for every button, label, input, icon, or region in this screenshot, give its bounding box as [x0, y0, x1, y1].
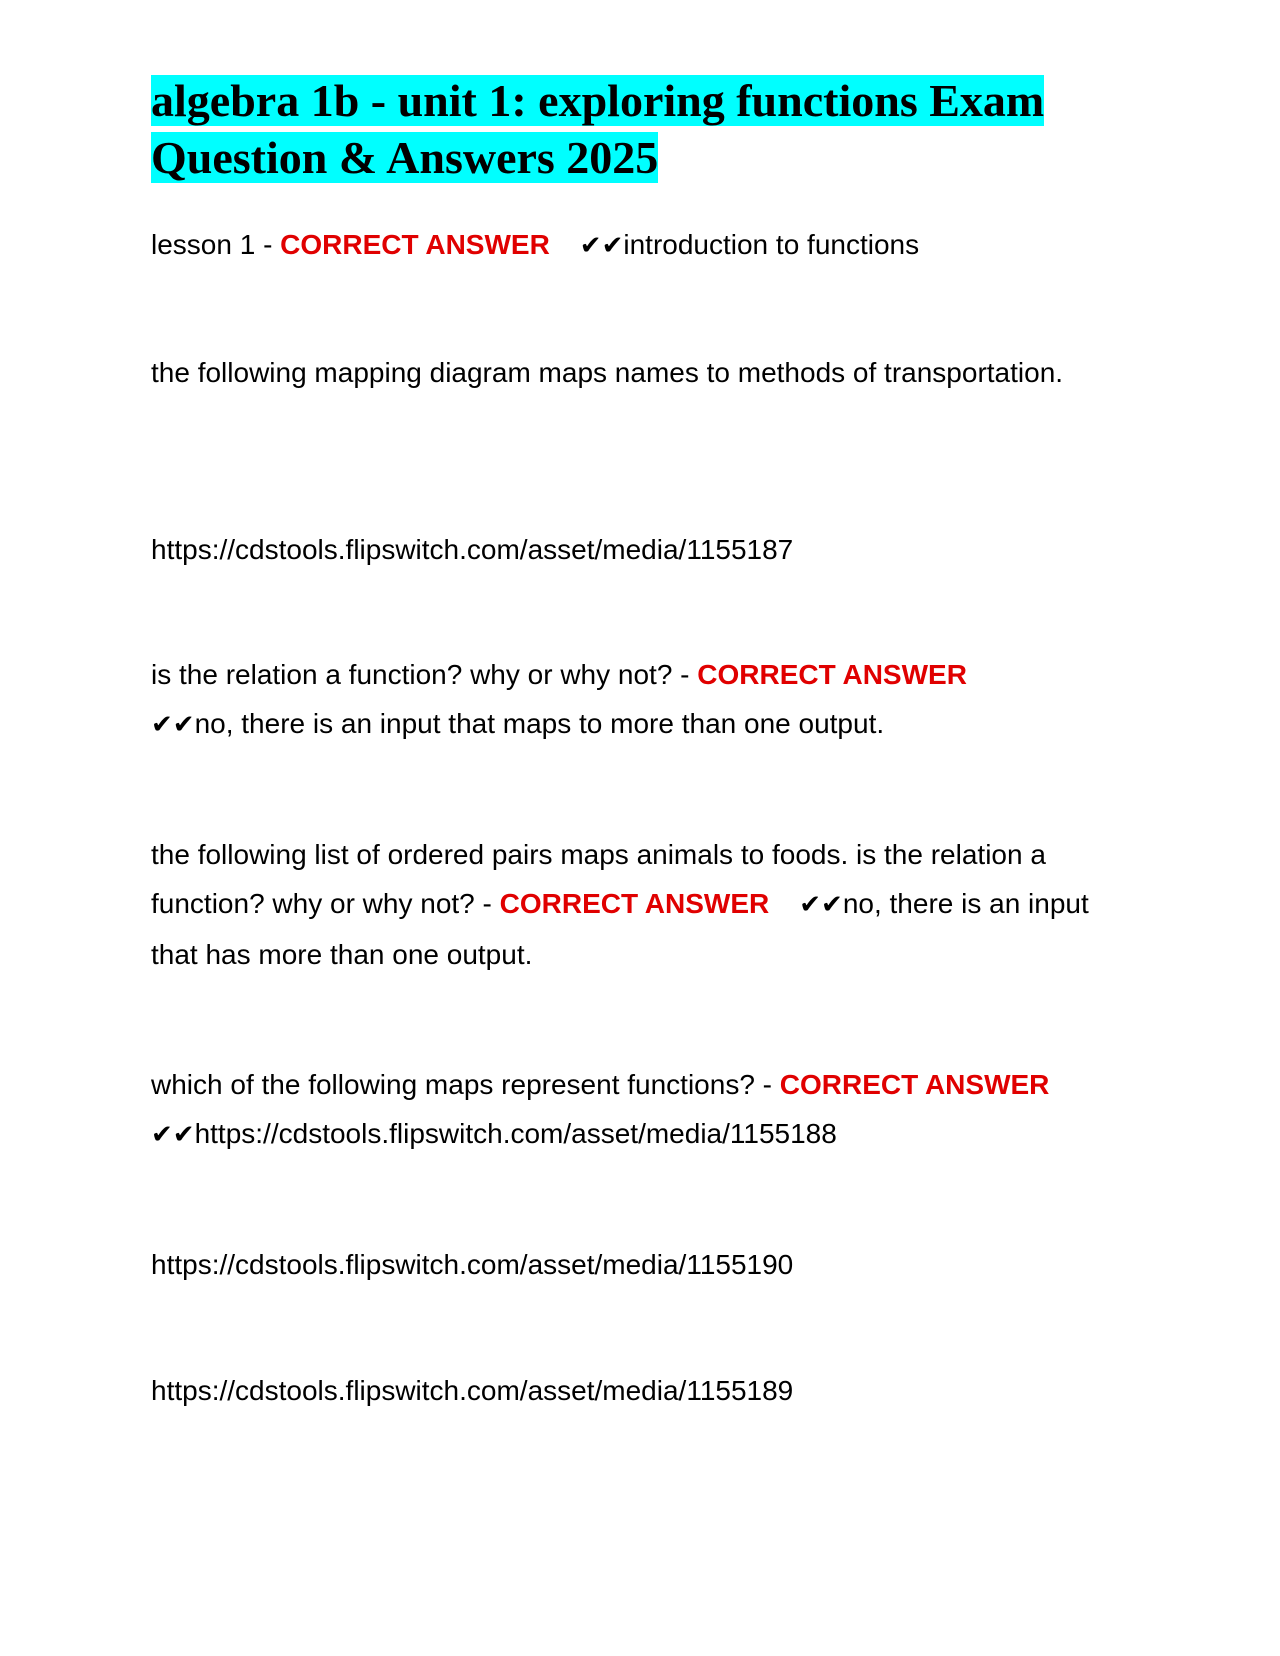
qa-maps-functions [151, 1060, 1131, 1160]
check-marks-icon: ✔✔ [579, 231, 624, 261]
question-text: the following list of ordered pairs maps animals to foods. is the relation a function? why or why not? - [151, 839, 1046, 919]
check-marks-icon: ✔✔ [799, 890, 843, 920]
qa-lesson-1 [151, 220, 1131, 271]
media-link-1155187[interactable]: https://cdstools.flipswitch.com/asset/media/1155187 [151, 534, 794, 565]
answer-text: no, there is an input that maps to more than one output. [194, 708, 885, 739]
qa-relation-function [151, 650, 1131, 750]
answer-link-1155188[interactable]: https://cdstools.flipswitch.com/asset/media/1155188 [194, 1118, 837, 1149]
paragraph-mapping-diagram: the following mapping diagram maps names to methods of transportation. [151, 357, 1064, 388]
document-page [151, 72, 1131, 186]
question-text: is the relation a function? why or why not? - [151, 659, 698, 690]
title-highlight: algebra 1b - unit 1: exploring functions Exam Question & Answers 2025 [151, 75, 1045, 183]
check-marks-icon: ✔✔ [151, 1120, 195, 1150]
question-text: lesson 1 - [151, 229, 281, 260]
question-text: which of the following maps represent functions? - [151, 1069, 780, 1100]
answer-text: no, there is an input that has more than one output. [151, 888, 1089, 970]
correct-answer-label: CORRECT ANSWER [697, 659, 967, 690]
check-marks-icon: ✔✔ [151, 710, 195, 740]
media-link-1155189[interactable]: https://cdstools.flipswitch.com/asset/media/1155189 [151, 1375, 794, 1406]
correct-answer-label: CORRECT ANSWER [499, 888, 770, 919]
answer-text: introduction to functions [623, 229, 920, 260]
media-link-1155190[interactable]: https://cdstools.flipswitch.com/asset/media/1155190 [151, 1249, 794, 1280]
correct-answer-label: CORRECT ANSWER [779, 1069, 1050, 1100]
correct-answer-label: CORRECT ANSWER [280, 229, 550, 260]
qa-ordered-pairs [151, 830, 1121, 979]
document-title [151, 72, 1131, 186]
